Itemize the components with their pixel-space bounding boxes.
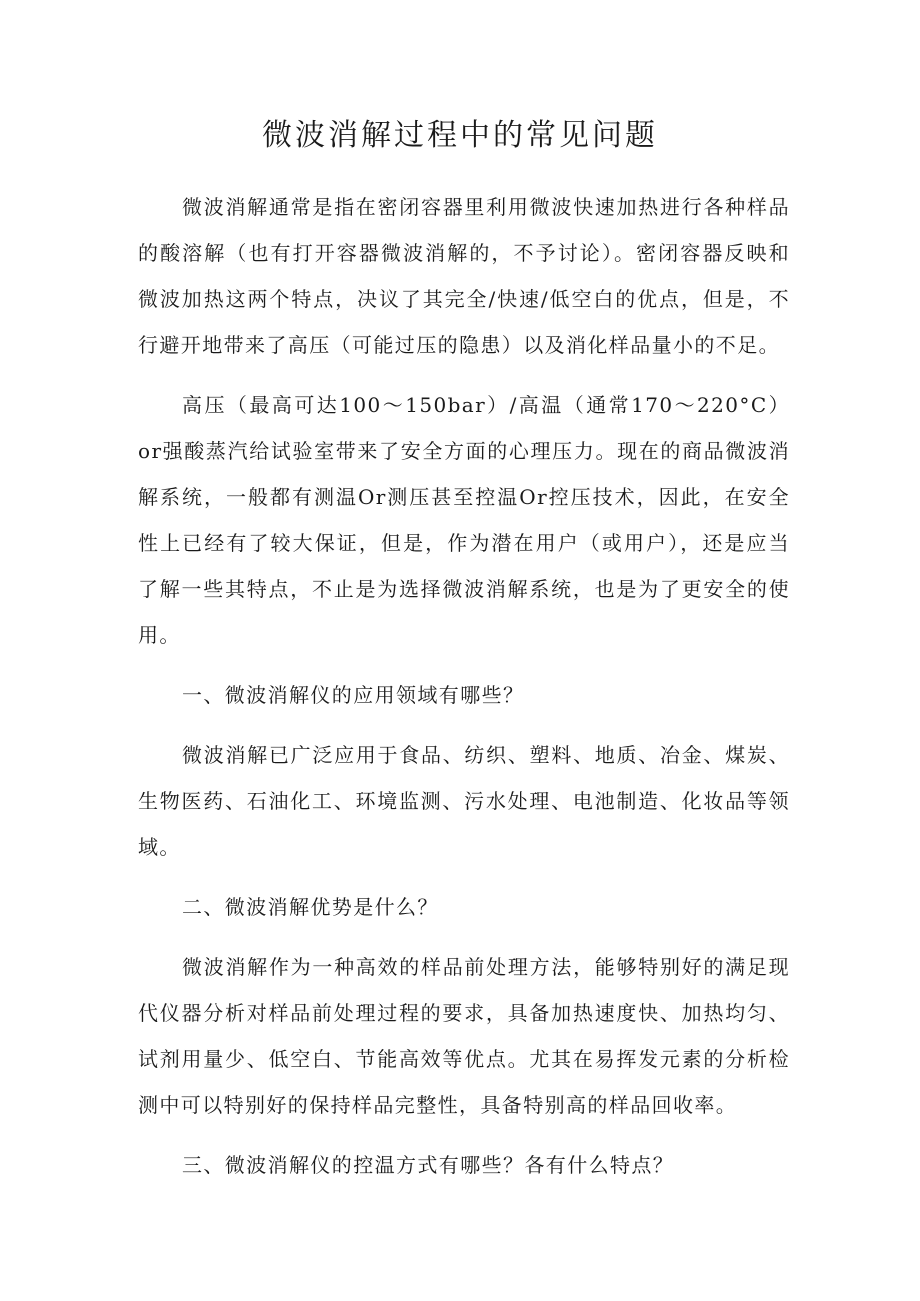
section-heading-3: 三、微波消解仪的控温方式有哪些？各有什么特点？: [182, 1153, 675, 1177]
document-body: [138, 184, 790, 1202]
document-title: 微波消解过程中的常见问题: [262, 118, 658, 153]
paragraph-applications: 微波消解已广泛应用于食品、纺织、塑料、地质、冶金、煤炭、生物医药、石油化工、环境监测、污水处理、电池制造、化妆品等领域。: [138, 743, 790, 859]
paragraph-intro: 微波消解通常是指在密闭容器里利用微波快速加热进行各种样品的酸溶解（也有打开容器微波消解的，不予讨论）。密闭容器反映和微波加热这两个特点，决议了其完全/快速/低空白的优点，但是，不行避开地带来了高压（可能过压的隐患）以及消化样品量小的不足。: [138, 195, 790, 357]
paragraph-safety: 高压（最高可达100～150bar）/高温（通常170～220°C）or强酸蒸汽给试验室带来了安全方面的心理压力。现在的商品微波消解系统，一般都有测温Or测压甚至控温Or控压技术，因此，在安全性上已经有了较大保证，但是，作为潜在用户（或用户），还是应当了解一些其特点，不止是为选择微波消解系统，也是为了更安全的使用。: [138, 393, 790, 647]
paragraph-advantages: 微波消解作为一种高效的样品前处理方法，能够特别好的满足现代仪器分析对样品前处理过程的要求，具备加热速度快、加热均匀、试剂用量少、低空白、节能高效等优点。尤其在易挥发元素的分析检测中可以特别好的保持样品完整性，具备特别高的样品回收率。: [138, 955, 790, 1117]
section-heading-2: 二、微波消解优势是什么？: [182, 895, 439, 919]
section-heading-1: 一、微波消解仪的应用领域有哪些？: [182, 683, 525, 707]
